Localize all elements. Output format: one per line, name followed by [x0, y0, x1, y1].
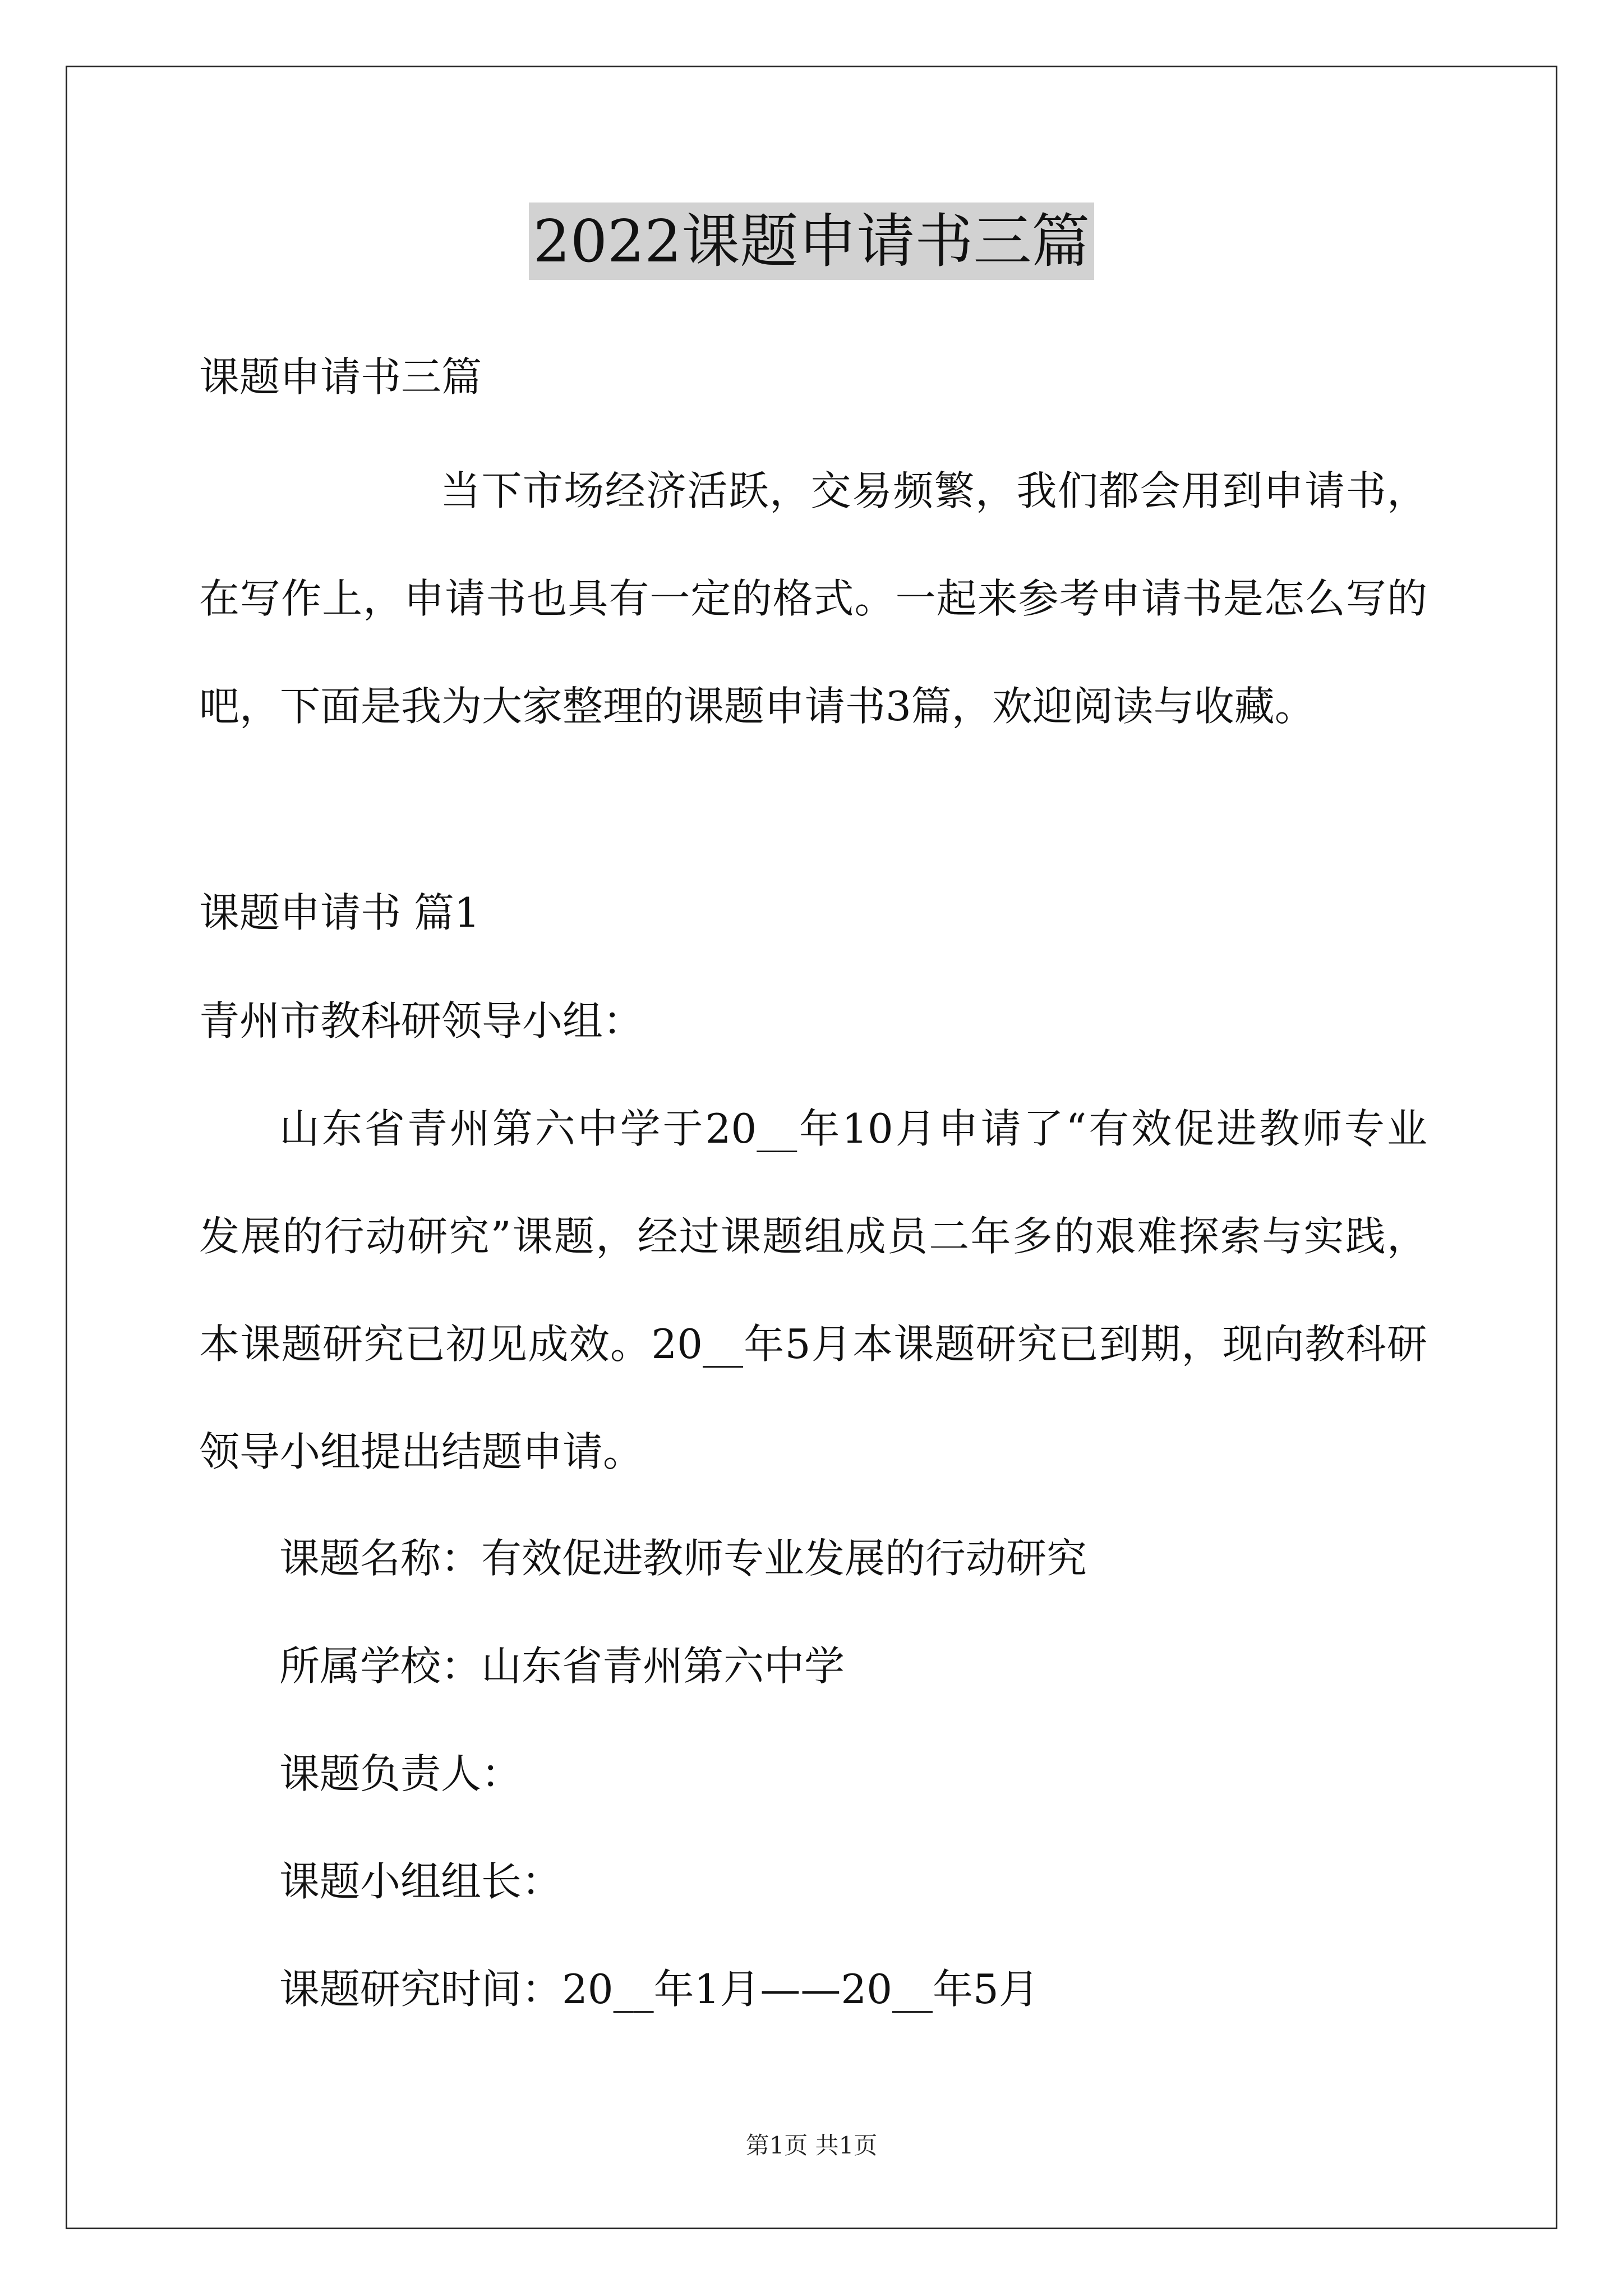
field-topic-name: 课题名称：有效促进教师专业发展的行动研究 [279, 1535, 1087, 1582]
page-footer: 第1页 共1页 [745, 2132, 878, 2159]
section-heading: 课题申请书 篇1 [199, 889, 480, 936]
intro-line-3: 吧，下面是我为大家整理的课题申请书3篇，欢迎阅读与收藏。 [199, 683, 1315, 730]
subtitle: 课题申请书三篇 [199, 353, 482, 401]
intro-line-2: 在写作上，申请书也具有一定的格式。一起来参考申请书是怎么写的 [199, 575, 1427, 622]
field-research-period: 课题研究时间：20__年1月——20__年5月 [279, 1966, 1039, 2013]
body-line-4: 领导小组提出结题申请。 [199, 1428, 644, 1475]
field-responsible-person: 课题负责人： [279, 1750, 522, 1797]
document-title [0, 202, 1623, 280]
intro-line-1: 当下市场经济活跃，交易频繁，我们都会用到申请书， [440, 467, 1427, 514]
body-line-3: 本课题研究已初见成效。20__年5月本课题研究已到期，现向教科研 [199, 1320, 1427, 1368]
field-school: 所属学校：山东省青州第六中学 [279, 1642, 845, 1690]
field-group-leader: 课题小组组长： [279, 1858, 562, 1905]
body-line-1: 山东省青州第六中学于20__年10月申请了“有效促进教师专业 [279, 1105, 1427, 1152]
body-line-2: 发展的行动研究”课题，经过课题组成员二年多的艰难探索与实践， [199, 1213, 1427, 1260]
document-title-text: 2022课题申请书三篇 [529, 203, 1095, 280]
salutation: 青州市教科研领导小组： [199, 997, 644, 1045]
